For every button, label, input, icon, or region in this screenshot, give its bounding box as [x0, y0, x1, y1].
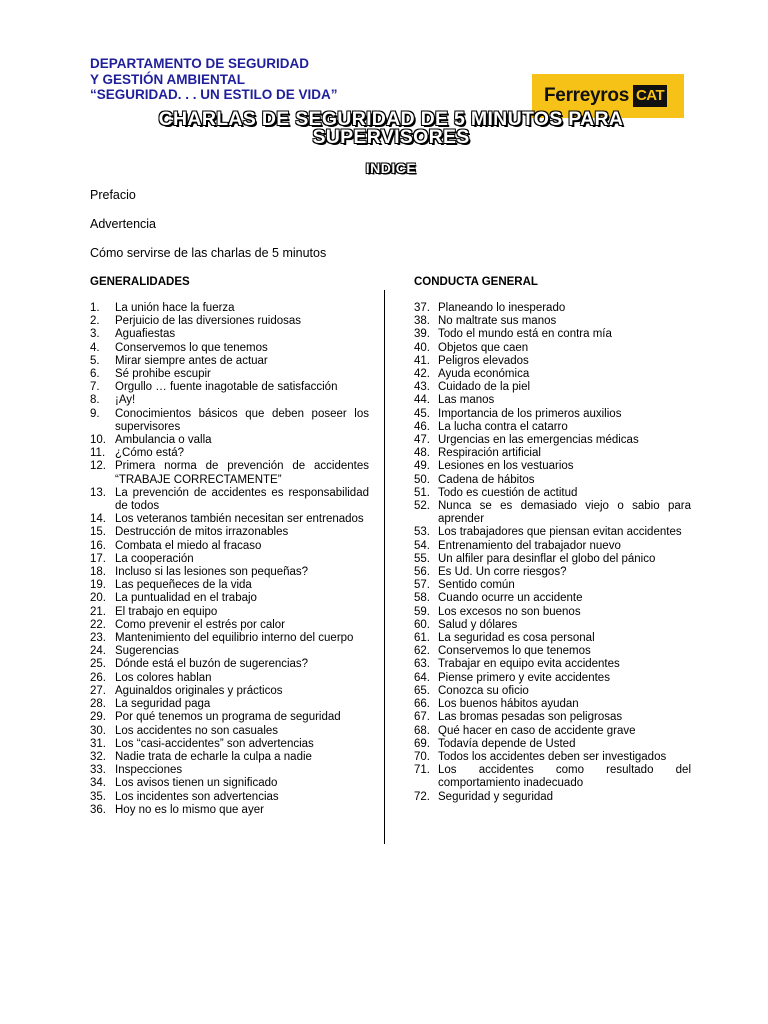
list-item	[90, 460, 369, 486]
list-item	[414, 540, 691, 553]
list-item-number: 9.	[90, 407, 100, 420]
list-item-text: Ambulancia o valla	[115, 434, 212, 447]
list-item	[90, 487, 369, 513]
list-item-text: Como prevenir el estrés por calor	[115, 618, 286, 631]
logo-brand-text: Ferreyros	[544, 85, 629, 106]
list-item-number: 25.	[90, 658, 106, 671]
intro-como-servirse: Cómo servirse de las charlas de 5 minutos	[90, 246, 327, 260]
list-item-number: 7.	[90, 381, 100, 394]
list-item-text: Por qué tenemos un programa de seguridad	[115, 711, 341, 724]
list-item-text: Sentido común	[438, 579, 515, 592]
list-item-text: Entrenamiento del trabajador nuevo	[438, 539, 621, 552]
list-item	[414, 342, 691, 355]
list-item-number: 22.	[90, 618, 106, 631]
list-item	[414, 474, 691, 487]
list-item-number: 70.	[414, 750, 430, 763]
list-item	[414, 725, 691, 738]
list-item-text: Peligros elevados	[438, 354, 529, 367]
list-item-number: 48.	[414, 447, 430, 460]
list-item-text: Todo es cuestión de actitud	[438, 486, 578, 499]
list-item	[414, 368, 691, 381]
list-item	[414, 738, 691, 751]
list-item	[90, 804, 369, 817]
list-item-text: La seguridad paga	[115, 698, 211, 711]
list-item	[414, 791, 691, 804]
list-item-number: 71.	[414, 764, 430, 777]
left-index-list	[90, 302, 369, 817]
list-item-text: Las pequeñeces de la vida	[115, 579, 252, 592]
list-item-number: 13.	[90, 486, 106, 499]
list-item-number: 53.	[414, 526, 430, 539]
list-item	[90, 632, 369, 645]
list-item-text: Salud y dólares	[438, 618, 518, 631]
list-item	[90, 394, 369, 407]
list-item-text: Seguridad y seguridad	[438, 790, 554, 803]
list-item	[414, 606, 691, 619]
list-item	[90, 381, 369, 394]
list-item-number: 57.	[414, 579, 430, 592]
list-item-number: 64.	[414, 671, 430, 684]
column-divider	[384, 290, 385, 844]
list-item-text: Los avisos tienen un significado	[115, 777, 278, 790]
list-item-number: 58.	[414, 592, 430, 605]
list-item-number: 36.	[90, 803, 106, 816]
list-item-number: 47.	[414, 434, 430, 447]
list-item-text: Los accidentes no son casuales	[115, 724, 279, 737]
list-item-number: 72.	[414, 790, 430, 803]
list-item-text: La lucha contra el catarro	[438, 420, 568, 433]
list-item-text: Aguafiestas	[115, 328, 176, 341]
list-item-text: Los “casi-accidentes” son advertencias	[115, 737, 314, 750]
list-item-number: 54.	[414, 539, 430, 552]
list-item-number: 5.	[90, 354, 100, 367]
list-item	[90, 645, 369, 658]
list-item	[414, 751, 691, 764]
list-item	[414, 526, 691, 539]
list-item	[90, 698, 369, 711]
list-item-text: Qué hacer en caso de accidente grave	[438, 724, 636, 737]
list-item-text: Sé prohibe escupir	[115, 368, 211, 381]
list-item	[90, 302, 369, 315]
list-item-number: 10.	[90, 434, 106, 447]
list-item-number: 8.	[90, 394, 100, 407]
list-item-text: Lesiones en los vestuarios	[438, 460, 574, 473]
list-item-number: 50.	[414, 473, 430, 486]
list-item	[414, 698, 691, 711]
list-item	[414, 592, 691, 605]
list-item-number: 55.	[414, 552, 430, 565]
list-item	[414, 632, 691, 645]
list-item	[90, 434, 369, 447]
list-item-number: 35.	[90, 790, 106, 803]
list-item-text: Objetos que caen	[438, 341, 529, 354]
list-item	[90, 685, 369, 698]
page-title-line-2: SUPERVISORES	[312, 126, 470, 148]
list-item-text: No maltrate sus manos	[438, 315, 557, 328]
list-item-text: Un alfiler para desinflar el globo del pánico	[438, 552, 656, 565]
list-item-text: Mirar siempre antes de actuar	[115, 354, 268, 367]
list-item-text: Los accidentes como resultado del comportamiento inadecuado	[438, 764, 691, 790]
list-item-number: 34.	[90, 777, 106, 790]
list-item-text: Mantenimiento del equilibrio interno del cuerpo	[115, 632, 354, 645]
list-item-number: 2.	[90, 315, 100, 328]
list-item	[90, 791, 369, 804]
list-item-number: 3.	[90, 328, 100, 341]
list-item-text: ¿Cómo está?	[115, 447, 185, 460]
list-item-text: Dónde está el buzón de sugerencias?	[115, 658, 309, 671]
list-item	[414, 566, 691, 579]
list-item-text: Primera norma de prevención de accidentes “TRABAJE CORRECTAMENTE”	[115, 460, 369, 486]
list-item-text: Los colores hablan	[115, 671, 212, 684]
list-item-number: 14.	[90, 513, 106, 526]
list-item-number: 12.	[90, 460, 106, 473]
page-title-line-1: CHARLAS DE SEGURIDAD DE 5 MINUTOS PARA	[158, 108, 624, 130]
list-item-number: 65.	[414, 684, 430, 697]
list-item-number: 39.	[414, 328, 430, 341]
list-item-number: 67.	[414, 711, 430, 724]
list-item	[90, 711, 369, 724]
list-item-number: 51.	[414, 486, 430, 499]
list-item	[414, 500, 691, 526]
list-item	[414, 672, 691, 685]
list-item	[414, 685, 691, 698]
list-item-number: 19.	[90, 579, 106, 592]
list-item-text: Los veteranos también necesitan ser entrenados	[115, 513, 364, 526]
list-item-text: Los excesos no son buenos	[438, 605, 581, 618]
department-line-1: DEPARTAMENTO DE SEGURIDAD	[90, 56, 310, 71]
list-item-number: 60.	[414, 618, 430, 631]
list-item-number: 62.	[414, 645, 430, 658]
list-item-text: Respiración artificial	[438, 447, 541, 460]
list-item-number: 26.	[90, 671, 106, 684]
list-item-number: 40.	[414, 341, 430, 354]
list-item-number: 28.	[90, 698, 106, 711]
list-item-text: Los incidentes son advertencias	[115, 790, 279, 803]
list-item-number: 31.	[90, 737, 106, 750]
list-item-number: 21.	[90, 605, 106, 618]
list-item	[90, 342, 369, 355]
list-item	[414, 553, 691, 566]
list-item-number: 18.	[90, 566, 106, 579]
list-item	[90, 606, 369, 619]
list-item	[414, 447, 691, 460]
list-item	[414, 434, 691, 447]
list-item	[414, 460, 691, 473]
list-item	[90, 764, 369, 777]
list-item-text: Orgullo … fuente inagotable de satisfacción	[115, 381, 338, 394]
list-item-number: 37.	[414, 302, 430, 314]
intro-prefacio: Prefacio	[90, 188, 136, 202]
list-item-text: Todo el mundo está en contra mía	[438, 328, 612, 341]
list-item	[414, 408, 691, 421]
list-item-text: Importancia de los primeros auxilios	[438, 407, 622, 420]
list-item	[90, 447, 369, 460]
list-item-number: 49.	[414, 460, 430, 473]
list-item-text: Aguinaldos originales y prácticos	[115, 684, 283, 697]
page-title	[60, 110, 722, 146]
list-item	[90, 725, 369, 738]
list-item-number: 59.	[414, 605, 430, 618]
list-item-text: Todos los accidentes deben ser investigados	[438, 750, 667, 763]
list-item-text: Piense primero y evite accidentes	[438, 671, 610, 684]
list-item	[90, 672, 369, 685]
right-column-heading: CONDUCTA GENERAL	[414, 276, 538, 288]
right-index-list	[414, 302, 691, 804]
list-item-number: 46.	[414, 420, 430, 433]
list-item-text: La unión hace la fuerza	[115, 302, 235, 314]
list-item	[414, 487, 691, 500]
list-item-text: Los buenos hábitos ayudan	[438, 698, 579, 711]
list-item-text: El trabajo en equipo	[115, 605, 218, 618]
list-item-number: 1.	[90, 302, 100, 314]
list-item-number: 17.	[90, 552, 106, 565]
list-item-text: Combata el miedo al fracaso	[115, 539, 262, 552]
list-item	[414, 579, 691, 592]
list-item	[90, 566, 369, 579]
list-item	[90, 751, 369, 764]
list-item-number: 56.	[414, 566, 430, 579]
list-item-text: Todavía depende de Usted	[438, 737, 576, 750]
list-item-number: 41.	[414, 354, 430, 367]
list-item-number: 61.	[414, 632, 430, 645]
list-item-number: 42.	[414, 368, 430, 381]
list-item	[414, 328, 691, 341]
list-item-text: Hoy no es lo mismo que ayer	[115, 803, 264, 816]
list-item-number: 52.	[414, 500, 430, 513]
list-item	[414, 658, 691, 671]
list-item	[414, 619, 691, 632]
list-item-number: 4.	[90, 341, 100, 354]
list-item-text: Los trabajadores que piensan evitan accidentes	[438, 526, 682, 539]
list-item-number: 32.	[90, 750, 106, 763]
intro-advertencia: Advertencia	[90, 217, 157, 231]
list-item-text: Las manos	[438, 394, 495, 407]
list-item	[414, 381, 691, 394]
list-item-number: 20.	[90, 592, 106, 605]
list-item-text: La puntualidad en el trabajo	[115, 592, 257, 605]
list-item-text: Perjuicio de las diversiones ruidosas	[115, 315, 302, 328]
list-item	[90, 738, 369, 751]
list-item-text: Las bromas pesadas son peligrosas	[438, 711, 623, 724]
list-item-number: 27.	[90, 684, 106, 697]
department-header	[90, 56, 338, 103]
list-item-text: Cuando ocurre un accidente	[438, 592, 583, 605]
list-item-number: 66.	[414, 698, 430, 711]
list-item-number: 23.	[90, 632, 106, 645]
list-item-text: Conozca su oficio	[438, 684, 529, 697]
list-item-text: Cuidado de la piel	[438, 381, 531, 394]
list-item	[414, 421, 691, 434]
list-item	[90, 526, 369, 539]
list-item	[90, 619, 369, 632]
list-item	[90, 408, 369, 434]
list-item	[414, 315, 691, 328]
list-item-number: 16.	[90, 539, 106, 552]
list-item-number: 29.	[90, 711, 106, 724]
list-item-text: Sugerencias	[115, 645, 179, 658]
list-item-text: Es Ud. Un corre riesgos?	[438, 566, 567, 579]
list-item	[90, 777, 369, 790]
list-item-text: Cadena de hábitos	[438, 473, 535, 486]
list-item-text: Conocimientos básicos que deben poseer los supervisores	[115, 407, 369, 433]
list-item-text: ¡Ay!	[115, 394, 136, 407]
left-column-heading: GENERALIDADES	[90, 276, 190, 288]
list-item-number: 33.	[90, 764, 106, 777]
list-item-number: 69.	[414, 737, 430, 750]
list-item-number: 44.	[414, 394, 430, 407]
list-item-text: Ayuda económica	[438, 368, 530, 381]
list-item-text: Nadie trata de echarle la culpa a nadie	[115, 750, 312, 763]
list-item-number: 43.	[414, 381, 430, 394]
list-item	[414, 711, 691, 724]
list-item-text: Conservemos lo que tenemos	[438, 645, 591, 658]
list-item	[414, 302, 691, 315]
list-item-number: 24.	[90, 645, 106, 658]
list-item	[90, 328, 369, 341]
list-item-text: Destrucción de mitos irrazonables	[115, 526, 289, 539]
list-item	[90, 368, 369, 381]
list-item	[90, 513, 369, 526]
list-item-text: Urgencias en las emergencias médicas	[438, 434, 639, 447]
list-item	[90, 579, 369, 592]
list-item-number: 68.	[414, 724, 430, 737]
department-slogan: “SEGURIDAD. . . UN ESTILO DE VIDA”	[90, 87, 338, 102]
list-item	[90, 315, 369, 328]
department-line-2: Y GESTIÓN AMBIENTAL	[90, 71, 246, 87]
list-item	[414, 394, 691, 407]
list-item-text: La seguridad es cosa personal	[438, 632, 595, 645]
list-item	[414, 645, 691, 658]
index-heading: INDICE	[365, 160, 417, 176]
list-item-text: La prevención de accidentes es responsabilidad de todos	[115, 486, 369, 513]
list-item	[90, 355, 369, 368]
list-item-text: La cooperación	[115, 552, 194, 565]
list-item-number: 15.	[90, 526, 106, 539]
list-item	[90, 658, 369, 671]
list-item	[414, 764, 691, 790]
list-item-text: Nunca se es demasiado viejo o sabio para aprender	[438, 500, 691, 526]
list-item-text: Inspecciones	[115, 764, 183, 777]
logo-cat-text: CAT	[633, 85, 667, 107]
list-item-number: 6.	[90, 368, 100, 381]
list-item	[414, 355, 691, 368]
list-item-text: Conservemos lo que tenemos	[115, 341, 268, 354]
list-item	[90, 592, 369, 605]
list-item-text: Planeando lo inesperado	[438, 302, 566, 314]
list-item-number: 30.	[90, 724, 106, 737]
list-item-number: 11.	[90, 447, 106, 460]
list-item-number: 63.	[414, 658, 430, 671]
list-item-text: Trabajar en equipo evita accidentes	[438, 658, 620, 671]
list-item	[90, 540, 369, 553]
list-item-number: 38.	[414, 315, 430, 328]
list-item-number: 45.	[414, 407, 430, 420]
list-item	[90, 553, 369, 566]
list-item-text: Incluso si las lesiones son pequeñas?	[115, 566, 309, 579]
